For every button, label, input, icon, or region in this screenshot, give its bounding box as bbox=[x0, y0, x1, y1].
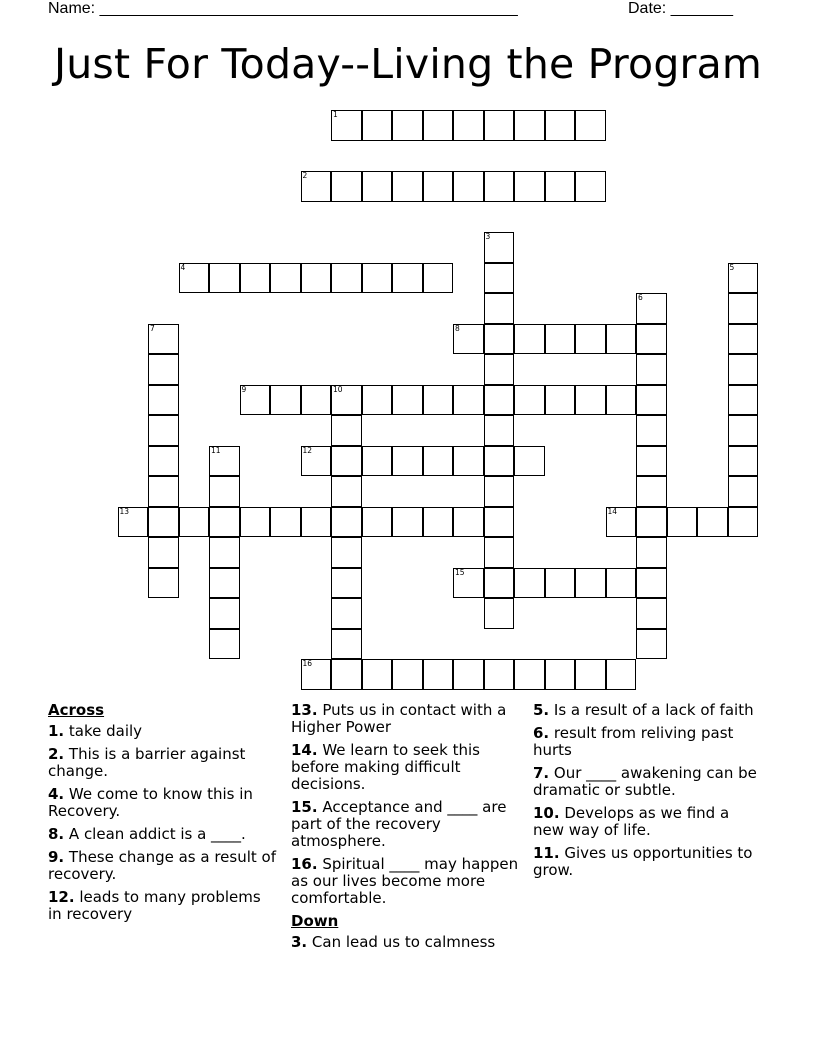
clue-item bbox=[533, 725, 763, 759]
grid-cell[interactable] bbox=[453, 385, 484, 416]
clue-number: 5 bbox=[729, 262, 735, 272]
grid-cell[interactable] bbox=[392, 385, 423, 416]
grid-cell[interactable] bbox=[148, 385, 179, 416]
clue-item bbox=[533, 805, 763, 839]
clue-number: 9. bbox=[48, 848, 65, 866]
grid-cell[interactable] bbox=[423, 446, 454, 477]
grid-cell[interactable] bbox=[148, 537, 179, 568]
down-heading: Down bbox=[291, 912, 339, 930]
clue-item bbox=[291, 856, 521, 907]
grid-cell[interactable] bbox=[270, 263, 301, 294]
grid-cell[interactable] bbox=[545, 171, 576, 202]
grid-cell[interactable] bbox=[728, 507, 759, 538]
grid-cell[interactable] bbox=[148, 324, 179, 355]
grid-cell[interactable] bbox=[575, 659, 606, 690]
grid-cell[interactable] bbox=[636, 568, 667, 599]
grid-cell[interactable] bbox=[148, 507, 179, 538]
grid-cell[interactable] bbox=[514, 171, 545, 202]
grid-cell[interactable] bbox=[392, 110, 423, 141]
grid-cell[interactable] bbox=[636, 354, 667, 385]
grid-cell[interactable] bbox=[575, 171, 606, 202]
clue-number: 3 bbox=[485, 232, 491, 241]
grid-cell[interactable] bbox=[484, 110, 515, 141]
grid-cell[interactable] bbox=[514, 385, 545, 416]
grid-cell[interactable] bbox=[606, 507, 637, 538]
grid-cell[interactable] bbox=[148, 568, 179, 599]
clue-number: 13. bbox=[291, 701, 318, 719]
grid-cell[interactable] bbox=[362, 507, 393, 538]
grid-cell[interactable] bbox=[545, 568, 576, 599]
grid-cell[interactable] bbox=[148, 446, 179, 477]
grid-cell[interactable] bbox=[362, 263, 393, 294]
grid-cell[interactable] bbox=[636, 415, 667, 446]
grid-cell[interactable] bbox=[606, 659, 637, 690]
grid-cell[interactable] bbox=[484, 598, 515, 629]
grid-cell[interactable] bbox=[148, 354, 179, 385]
grid-cell[interactable] bbox=[392, 446, 423, 477]
grid-cell[interactable] bbox=[301, 263, 332, 294]
grid-cell[interactable] bbox=[545, 324, 576, 355]
grid-cell[interactable] bbox=[606, 324, 637, 355]
grid-cell[interactable] bbox=[484, 415, 515, 446]
grid-cell[interactable] bbox=[331, 659, 362, 690]
clue-number: 4 bbox=[180, 262, 186, 272]
grid-cell[interactable] bbox=[484, 293, 515, 324]
grid-cell[interactable] bbox=[484, 324, 515, 355]
grid-cell[interactable] bbox=[423, 507, 454, 538]
grid-cell[interactable] bbox=[301, 446, 332, 477]
grid-cell[interactable] bbox=[636, 385, 667, 416]
clue-number: 10. bbox=[533, 804, 560, 822]
clue-item bbox=[291, 934, 521, 951]
grid-cell[interactable] bbox=[484, 537, 515, 568]
grid-cell[interactable] bbox=[209, 507, 240, 538]
grid-cell[interactable] bbox=[209, 537, 240, 568]
grid-cell[interactable] bbox=[728, 324, 759, 355]
grid-cell[interactable] bbox=[514, 659, 545, 690]
clue-item bbox=[533, 845, 763, 879]
grid-cell[interactable] bbox=[636, 537, 667, 568]
grid-cell[interactable] bbox=[148, 415, 179, 446]
grid-cell[interactable] bbox=[301, 659, 332, 690]
grid-cell[interactable] bbox=[514, 324, 545, 355]
grid-cell[interactable] bbox=[331, 476, 362, 507]
clue-number: 12. bbox=[48, 888, 75, 906]
grid-cell[interactable] bbox=[362, 659, 393, 690]
grid-cell[interactable] bbox=[606, 385, 637, 416]
clue-number: 11 bbox=[211, 445, 221, 455]
grid-cell[interactable] bbox=[362, 171, 393, 202]
grid-cell[interactable] bbox=[209, 568, 240, 599]
grid-cell[interactable] bbox=[453, 507, 484, 538]
clue-number: 10 bbox=[333, 384, 343, 394]
clue-number: 11. bbox=[533, 844, 560, 862]
grid-cell[interactable] bbox=[484, 385, 515, 416]
grid-cell[interactable] bbox=[331, 537, 362, 568]
clue-number: 2 bbox=[302, 171, 308, 180]
grid-cell[interactable] bbox=[728, 263, 759, 294]
grid-cell[interactable] bbox=[362, 385, 393, 416]
grid-cell[interactable] bbox=[331, 568, 362, 599]
clue-number: 7 bbox=[150, 323, 155, 333]
grid-cell[interactable] bbox=[453, 110, 484, 141]
clue-number: 14. bbox=[291, 741, 318, 759]
grid-cell[interactable] bbox=[728, 476, 759, 507]
down-clue-list bbox=[291, 934, 521, 951]
grid-cell[interactable] bbox=[362, 446, 393, 477]
clue-number: 15 bbox=[455, 567, 465, 577]
grid-cell[interactable] bbox=[423, 110, 454, 141]
clues-column-2 bbox=[291, 702, 521, 957]
grid-cell[interactable] bbox=[270, 507, 301, 538]
clue-text: result from reliving past hurts bbox=[533, 724, 734, 759]
grid-cell[interactable] bbox=[179, 507, 210, 538]
grid-cell[interactable] bbox=[697, 507, 728, 538]
grid-cell[interactable] bbox=[453, 171, 484, 202]
grid-cell[interactable] bbox=[636, 324, 667, 355]
grid-cell[interactable] bbox=[728, 293, 759, 324]
grid-cell[interactable] bbox=[728, 446, 759, 477]
grid-cell[interactable] bbox=[636, 629, 667, 660]
grid-cell[interactable] bbox=[331, 415, 362, 446]
grid-cell[interactable] bbox=[484, 476, 515, 507]
grid-cell[interactable] bbox=[331, 263, 362, 294]
clue-item bbox=[48, 889, 278, 923]
grid-cell[interactable] bbox=[209, 263, 240, 294]
clue-number: 2. bbox=[48, 745, 65, 763]
clue-text: Spiritual ____ may happen as our lives become more comfortable. bbox=[291, 855, 519, 907]
grid-cell[interactable] bbox=[514, 568, 545, 599]
grid-cell[interactable] bbox=[575, 110, 606, 141]
grid-cell[interactable] bbox=[301, 385, 332, 416]
grid-cell[interactable] bbox=[331, 598, 362, 629]
grid-cell[interactable] bbox=[636, 293, 667, 324]
clue-number: 15. bbox=[291, 798, 318, 816]
clue-number: 8 bbox=[455, 323, 460, 333]
clue-item bbox=[291, 742, 521, 793]
clue-text: take daily bbox=[64, 722, 143, 740]
grid-cell[interactable] bbox=[667, 507, 698, 538]
grid-cell[interactable] bbox=[728, 385, 759, 416]
clue-text: Is a result of a lack of faith bbox=[549, 701, 754, 719]
clue-item bbox=[533, 702, 763, 719]
grid-cell[interactable] bbox=[728, 415, 759, 446]
grid-cell[interactable] bbox=[148, 476, 179, 507]
grid-cell[interactable] bbox=[331, 385, 362, 416]
grid-cell[interactable] bbox=[240, 385, 271, 416]
clue-number: 14 bbox=[607, 506, 618, 516]
date-field-label[interactable]: Date: _______ bbox=[628, 0, 733, 17]
clue-number: 3. bbox=[291, 933, 308, 951]
clue-text: We come to know this in Recovery. bbox=[48, 785, 253, 820]
grid-cell[interactable] bbox=[423, 385, 454, 416]
clue-item bbox=[291, 799, 521, 850]
clue-text: leads to many problems in recovery bbox=[48, 888, 261, 923]
grid-cell[interactable] bbox=[636, 598, 667, 629]
clue-text: Gives us opportunities to grow. bbox=[533, 844, 753, 879]
grid-cell[interactable] bbox=[484, 507, 515, 538]
grid-cell[interactable] bbox=[392, 263, 423, 294]
clue-number: 1 bbox=[333, 110, 338, 119]
grid-cell[interactable] bbox=[484, 263, 515, 294]
clue-item bbox=[48, 826, 278, 843]
grid-cell[interactable] bbox=[484, 171, 515, 202]
grid-cell[interactable] bbox=[331, 446, 362, 477]
grid-cell[interactable] bbox=[484, 446, 515, 477]
grid-cell[interactable] bbox=[240, 507, 271, 538]
grid-cell[interactable] bbox=[209, 629, 240, 660]
grid-cell[interactable] bbox=[484, 659, 515, 690]
grid-cell[interactable] bbox=[636, 446, 667, 477]
clue-text: This is a barrier against change. bbox=[48, 745, 246, 780]
clue-number: 7. bbox=[533, 764, 550, 782]
grid-cell[interactable] bbox=[575, 385, 606, 416]
grid-cell[interactable] bbox=[423, 659, 454, 690]
clue-text: A clean addict is a ____. bbox=[64, 825, 246, 843]
grid-cell[interactable] bbox=[392, 171, 423, 202]
grid-cell[interactable] bbox=[545, 110, 576, 141]
grid-cell[interactable] bbox=[514, 446, 545, 477]
grid-cell[interactable] bbox=[453, 324, 484, 355]
grid-cell[interactable] bbox=[575, 324, 606, 355]
clue-text: Puts us in contact with a Higher Power bbox=[291, 701, 507, 736]
clue-item bbox=[48, 849, 278, 883]
clue-number: 16 bbox=[302, 659, 313, 668]
clue-number: 1. bbox=[48, 722, 65, 740]
grid-cell[interactable] bbox=[240, 263, 271, 294]
clue-number: 6 bbox=[638, 293, 643, 302]
grid-cell[interactable] bbox=[118, 507, 149, 538]
grid-cell[interactable] bbox=[728, 354, 759, 385]
grid-cell[interactable] bbox=[453, 568, 484, 599]
across-heading: Across bbox=[48, 701, 105, 719]
grid-cell[interactable] bbox=[392, 659, 423, 690]
clues-column-3 bbox=[533, 702, 763, 885]
grid-cell[interactable] bbox=[331, 629, 362, 660]
clue-number: 13 bbox=[119, 506, 130, 516]
clue-text: Develops as we find a new way of life. bbox=[533, 804, 730, 839]
clue-text: These change as a result of recovery. bbox=[48, 848, 276, 883]
clue-number: 9 bbox=[241, 384, 247, 394]
clue-text: We learn to seek this before making difficult decisions. bbox=[291, 741, 480, 793]
grid-cell[interactable] bbox=[545, 659, 576, 690]
grid-cell[interactable] bbox=[453, 446, 484, 477]
across-clue-list-continued bbox=[291, 702, 521, 907]
grid-cell[interactable] bbox=[209, 598, 240, 629]
grid-cell[interactable] bbox=[453, 659, 484, 690]
grid-cell[interactable] bbox=[209, 446, 240, 477]
grid-cell[interactable] bbox=[331, 110, 362, 141]
across-clue-list bbox=[48, 723, 278, 923]
clue-number: 4. bbox=[48, 785, 65, 803]
grid-cell[interactable] bbox=[545, 385, 576, 416]
down-clue-list-continued bbox=[533, 702, 763, 879]
grid-cell[interactable] bbox=[575, 568, 606, 599]
clue-number: 16. bbox=[291, 855, 318, 873]
grid-cell[interactable] bbox=[423, 263, 454, 294]
name-field-label[interactable]: Name: _______________________________________________ bbox=[48, 0, 518, 17]
grid-cell[interactable] bbox=[301, 507, 332, 538]
grid-cell[interactable] bbox=[362, 110, 393, 141]
clue-text: Our ____ awakening can be dramatic or subtle. bbox=[533, 764, 757, 799]
grid-cell[interactable] bbox=[179, 263, 210, 294]
clue-number: 6. bbox=[533, 724, 550, 742]
grid-cell[interactable] bbox=[514, 110, 545, 141]
clue-number: 5. bbox=[533, 701, 550, 719]
clue-item bbox=[48, 786, 278, 820]
grid-cell[interactable] bbox=[484, 232, 515, 263]
grid-cell[interactable] bbox=[484, 354, 515, 385]
clue-item bbox=[48, 723, 278, 740]
clue-number: 12 bbox=[302, 445, 313, 455]
clue-text: Can lead us to calmness bbox=[307, 933, 496, 951]
clues-column-1 bbox=[48, 702, 278, 929]
clue-item bbox=[533, 765, 763, 799]
grid-cell[interactable] bbox=[484, 568, 515, 599]
grid-cell[interactable] bbox=[331, 171, 362, 202]
clue-text: Acceptance and ____ are part of the recovery atmosphere. bbox=[291, 798, 507, 850]
clue-item bbox=[291, 702, 521, 736]
page-title: Just For Today--Living the Program bbox=[53, 40, 763, 88]
grid-cell[interactable] bbox=[331, 507, 362, 538]
grid-cell[interactable] bbox=[636, 476, 667, 507]
grid-cell[interactable] bbox=[606, 568, 637, 599]
grid-cell[interactable] bbox=[301, 171, 332, 202]
grid-cell[interactable] bbox=[423, 171, 454, 202]
grid-cell[interactable] bbox=[270, 385, 301, 416]
clue-number: 8. bbox=[48, 825, 65, 843]
clue-item bbox=[48, 746, 278, 780]
grid-cell[interactable] bbox=[636, 507, 667, 538]
grid-cell[interactable] bbox=[392, 507, 423, 538]
grid-cell[interactable] bbox=[209, 476, 240, 507]
